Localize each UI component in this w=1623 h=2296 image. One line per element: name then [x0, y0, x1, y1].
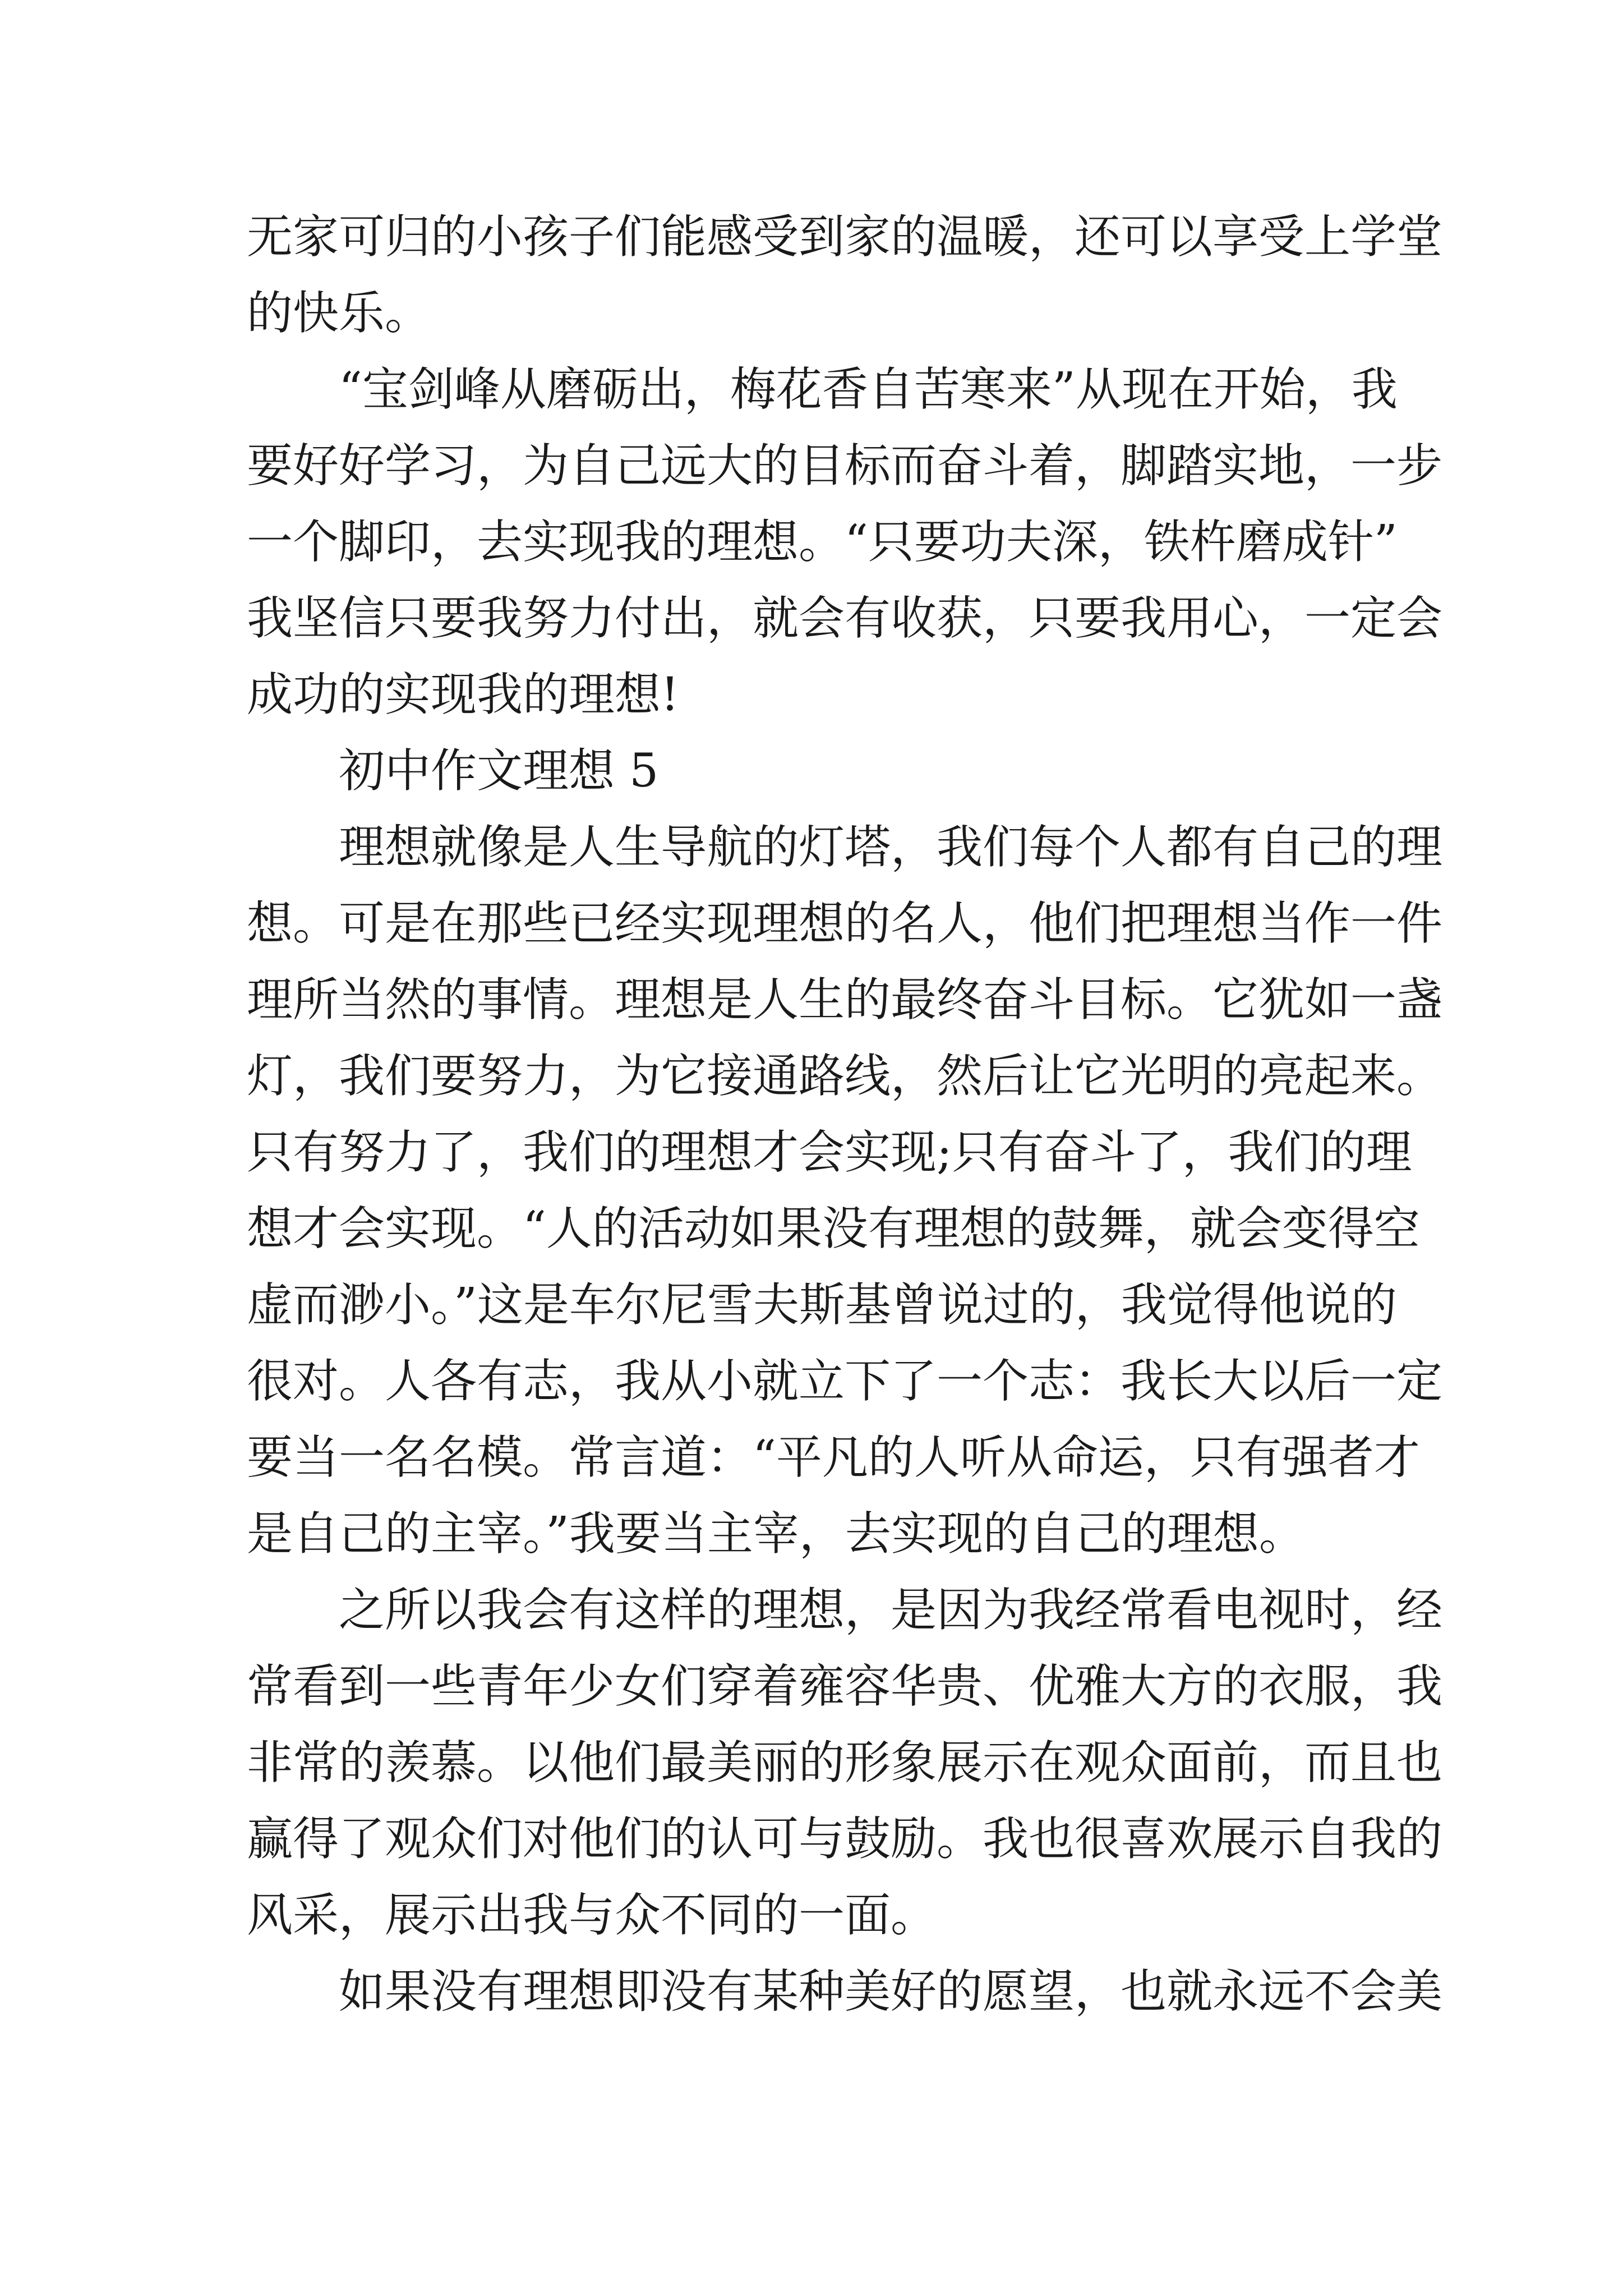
paragraph-first-line: “宝剑峰从磨砺出，梅花香自苦寒来”从现在开始，我 — [339, 363, 1398, 416]
paragraph-first-line: 初中作文理想 5 — [339, 744, 659, 798]
paragraph-first-line: 如果没有理想即没有某种美好的愿望，也就永远不会美 — [339, 1965, 1443, 2018]
text-line: 很对。人各有志，我从小就立下了一个志：我长大以后一定 — [247, 1355, 1443, 1408]
text-line: 一个脚印，去实现我的理想。“只要功夫深，铁杵磨成针” — [247, 516, 1398, 569]
text-line: 赢得了观众们对他们的认可与鼓励。我也很喜欢展示自我的 — [247, 1812, 1443, 1866]
text-line: 灯，我们要努力，为它接通路线，然后让它光明的亮起来。 — [247, 1050, 1443, 1103]
text-line: 要好好学习，为自己远大的目标而奋斗着，脚踏实地，一步 — [247, 439, 1443, 493]
text-line: 想才会实现。“人的活动如果没有理想的鼓舞，就会变得空 — [247, 1202, 1420, 1255]
text-line: 是自己的主宰。”我要当主宰，去实现的自己的理想。 — [247, 1507, 1305, 1561]
text-line: 无家可归的小孩子们能感受到家的温暖，还可以享受上学堂 — [247, 210, 1443, 264]
text-line: 虚而渺小。”这是车尔尼雪夫斯基曾说过的，我觉得他说的 — [247, 1278, 1397, 1332]
text-line: 成功的实现我的理想! — [247, 668, 679, 721]
text-line: 理所当然的事情。理想是人生的最终奋斗目标。它犹如一盏 — [247, 973, 1443, 1027]
text-line: 我坚信只要我努力付出，就会有收获，只要我用心，一定会 — [247, 592, 1443, 645]
text-line: 只有努力了，我们的理想才会实现;只有奋斗了，我们的理 — [247, 1126, 1412, 1179]
text-line: 常看到一些青年少女们穿着雍容华贵、优雅大方的衣服，我 — [247, 1660, 1443, 1713]
paragraph-first-line: 之所以我会有这样的理想，是因为我经常看电视时，经 — [339, 1584, 1443, 1637]
text-line: 的快乐。 — [247, 287, 431, 340]
text-line: 想。可是在那些已经实现理想的名人，他们把理想当作一件 — [247, 897, 1443, 950]
paragraph-first-line: 理想就像是人生导航的灯塔，我们每个人都有自己的理 — [339, 821, 1443, 874]
document-body — [247, 199, 1443, 2030]
text-line: 非常的羡慕。以他们最美丽的形象展示在观众面前，而且也 — [247, 1736, 1443, 1789]
text-line: 风采，展示出我与众不同的一面。 — [247, 1889, 937, 1942]
text-line: 要当一名名模。常言道：“平凡的人听从命运，只有强者才 — [247, 1431, 1420, 1484]
